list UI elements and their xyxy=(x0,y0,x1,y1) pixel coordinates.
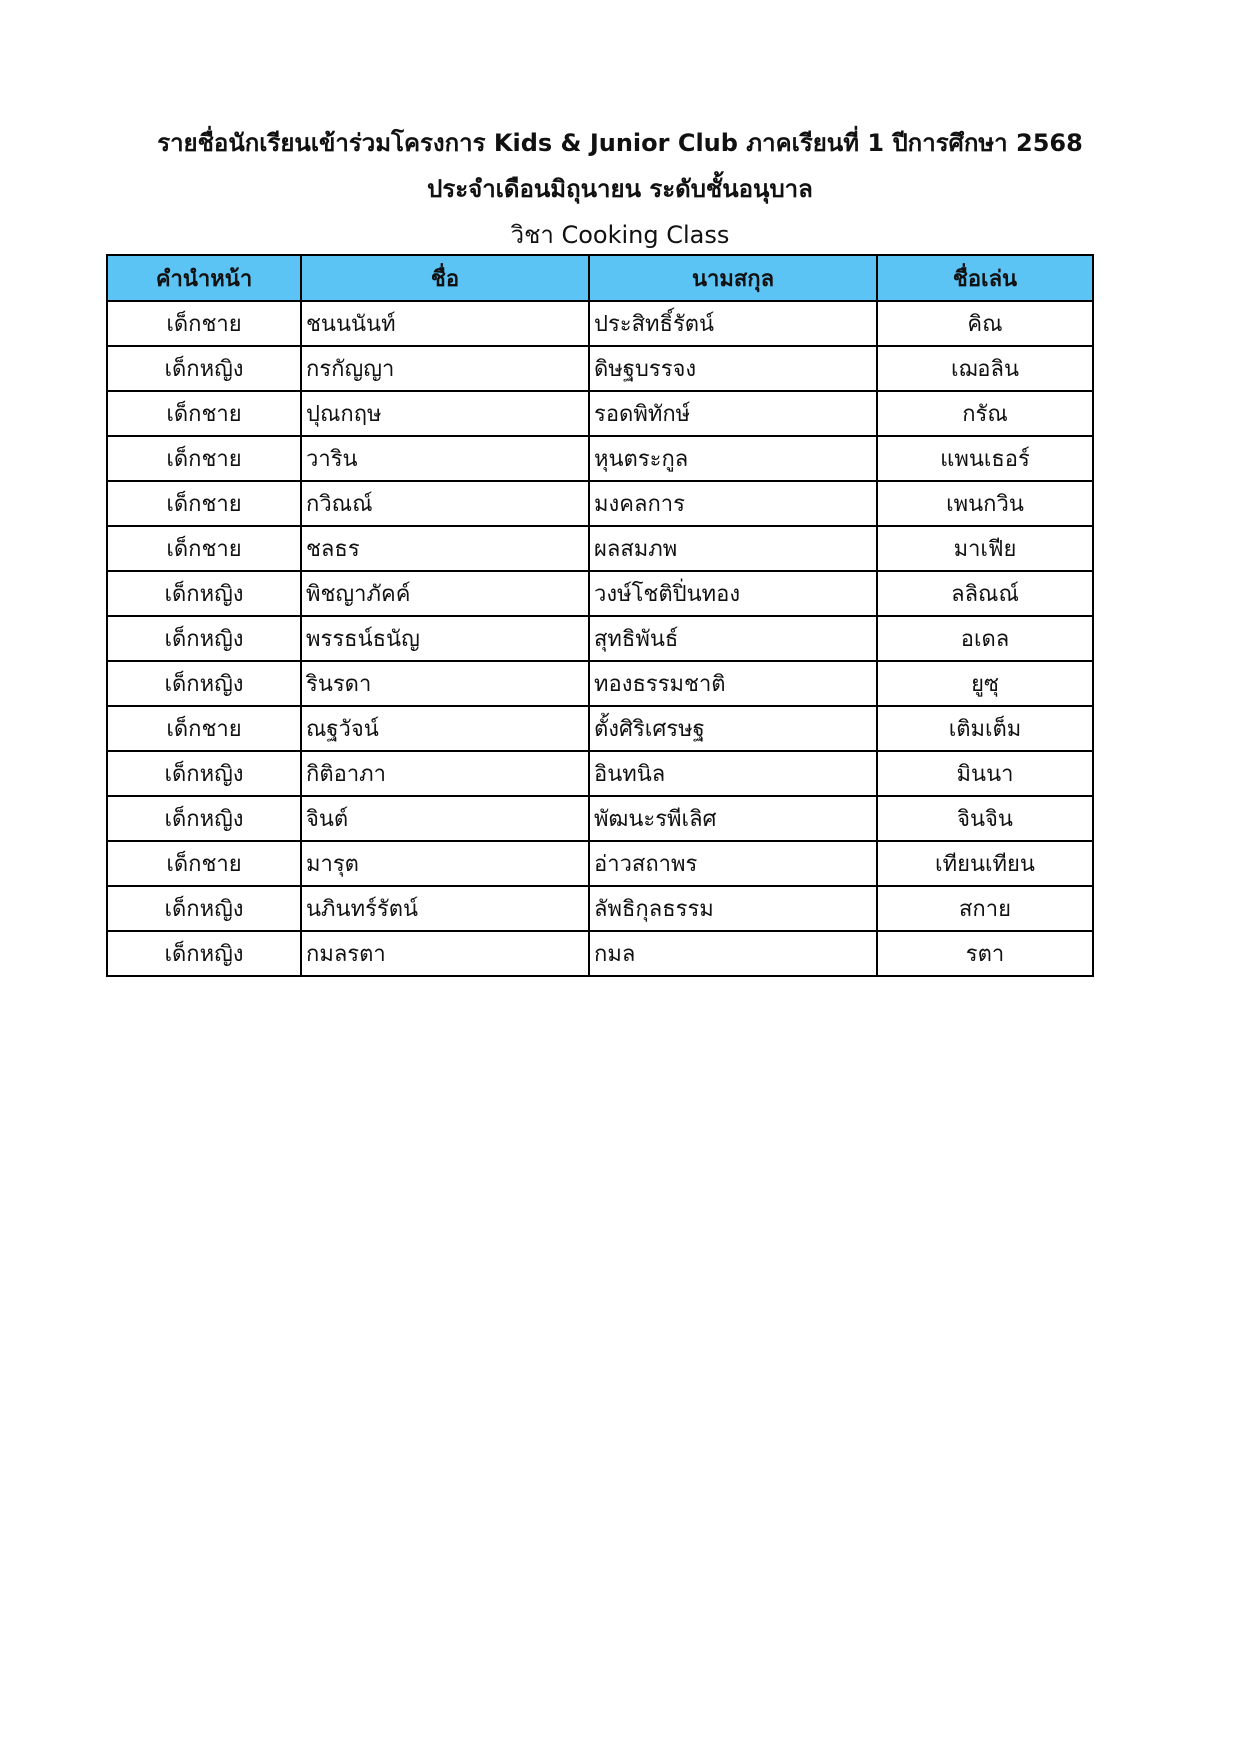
first-name-cell: กิติอาภา xyxy=(301,751,589,796)
prefix-cell: เด็กหญิง xyxy=(107,571,301,616)
first-name-cell: พรรธน์ธนัญ xyxy=(301,616,589,661)
nickname-cell: แพนเธอร์ xyxy=(877,436,1093,481)
table-row xyxy=(107,571,1093,616)
first-name-cell: ชนนนันท์ xyxy=(301,301,589,346)
table-header-row xyxy=(107,255,1093,301)
table-row xyxy=(107,751,1093,796)
last-name-cell: สุทธิพันธ์ xyxy=(589,616,877,661)
first-name-cell: กวิณณ์ xyxy=(301,481,589,526)
first-name-cell: กมลรตา xyxy=(301,931,589,976)
student-roster-table xyxy=(106,254,1094,977)
table-body xyxy=(107,301,1093,976)
last-name-cell: พัฒนะรพีเลิศ xyxy=(589,796,877,841)
first-name-cell: มารุต xyxy=(301,841,589,886)
nickname-cell: จินจิน xyxy=(877,796,1093,841)
table-row xyxy=(107,886,1093,931)
nickname-cell: ลลิณณ์ xyxy=(877,571,1093,616)
header-nickname: ชื่อเล่น xyxy=(877,255,1093,301)
table-row xyxy=(107,796,1093,841)
last-name-cell: ทองธรรมชาติ xyxy=(589,661,877,706)
nickname-cell: มาเฟีย xyxy=(877,526,1093,571)
prefix-cell: เด็กหญิง xyxy=(107,886,301,931)
nickname-cell: เติมเต็ม xyxy=(877,706,1093,751)
prefix-cell: เด็กชาย xyxy=(107,526,301,571)
last-name-cell: ผลสมภพ xyxy=(589,526,877,571)
prefix-cell: เด็กชาย xyxy=(107,436,301,481)
first-name-cell: รินรดา xyxy=(301,661,589,706)
table-row xyxy=(107,841,1093,886)
prefix-cell: เด็กหญิง xyxy=(107,796,301,841)
last-name-cell: ลัพธิกุลธรรม xyxy=(589,886,877,931)
nickname-cell: มินนา xyxy=(877,751,1093,796)
nickname-cell: สกาย xyxy=(877,886,1093,931)
last-name-cell: ประสิทธิ์รัตน์ xyxy=(589,301,877,346)
first-name-cell: ณฐวัจน์ xyxy=(301,706,589,751)
nickname-cell: อเดล xyxy=(877,616,1093,661)
last-name-cell: รอดพิทักษ์ xyxy=(589,391,877,436)
table-row xyxy=(107,301,1093,346)
prefix-cell: เด็กหญิง xyxy=(107,751,301,796)
prefix-cell: เด็กชาย xyxy=(107,481,301,526)
first-name-cell: พิชญาภัคค์ xyxy=(301,571,589,616)
first-name-cell: วาริน xyxy=(301,436,589,481)
header-prefix: คำนำหน้า xyxy=(107,255,301,301)
nickname-cell: รตา xyxy=(877,931,1093,976)
prefix-cell: เด็กหญิง xyxy=(107,661,301,706)
table-row xyxy=(107,526,1093,571)
prefix-cell: เด็กหญิง xyxy=(107,346,301,391)
last-name-cell: ดิษฐบรรจง xyxy=(589,346,877,391)
prefix-cell: เด็กหญิง xyxy=(107,616,301,661)
nickname-cell: ยูซุ xyxy=(877,661,1093,706)
prefix-cell: เด็กชาย xyxy=(107,391,301,436)
prefix-cell: เด็กหญิง xyxy=(107,931,301,976)
last-name-cell: หุนตระกูล xyxy=(589,436,877,481)
document-title: รายชื่อนักเรียนเข้าร่วมโครงการ Kids & Junior Club ภาคเรียนที่ 1 ปีการศึกษา 2568 xyxy=(157,129,1083,157)
nickname-cell: เฌอลิน xyxy=(877,346,1093,391)
first-name-cell: กรกัญญา xyxy=(301,346,589,391)
title-block xyxy=(0,120,1240,258)
table-row xyxy=(107,436,1093,481)
last-name-cell: อ่าวสถาพร xyxy=(589,841,877,886)
table-row xyxy=(107,346,1093,391)
header-first-name: ชื่อ xyxy=(301,255,589,301)
last-name-cell: วงษ์โชติปิ่นทอง xyxy=(589,571,877,616)
subject-title: วิชา Cooking Class xyxy=(510,221,730,249)
last-name-cell: ตั้งศิริเศรษฐ xyxy=(589,706,877,751)
nickname-cell: กรัณ xyxy=(877,391,1093,436)
nickname-cell: คิณ xyxy=(877,301,1093,346)
nickname-cell: เทียนเทียน xyxy=(877,841,1093,886)
last-name-cell: กมล xyxy=(589,931,877,976)
first-name-cell: นภินทร์รัตน์ xyxy=(301,886,589,931)
table-row xyxy=(107,706,1093,751)
first-name-cell: จินต์ xyxy=(301,796,589,841)
nickname-cell: เพนกวิน xyxy=(877,481,1093,526)
table-row xyxy=(107,616,1093,661)
table-row xyxy=(107,481,1093,526)
prefix-cell: เด็กชาย xyxy=(107,301,301,346)
prefix-cell: เด็กชาย xyxy=(107,706,301,751)
last-name-cell: มงคลการ xyxy=(589,481,877,526)
prefix-cell: เด็กชาย xyxy=(107,841,301,886)
header-last-name: นามสกุล xyxy=(589,255,877,301)
table-row xyxy=(107,391,1093,436)
first-name-cell: ชลธร xyxy=(301,526,589,571)
table-row xyxy=(107,931,1093,976)
table-row xyxy=(107,661,1093,706)
last-name-cell: อินทนิล xyxy=(589,751,877,796)
first-name-cell: ปุณกฤษ xyxy=(301,391,589,436)
document-subtitle: ประจำเดือนมิถุนายน ระดับชั้นอนุบาล xyxy=(427,175,813,203)
